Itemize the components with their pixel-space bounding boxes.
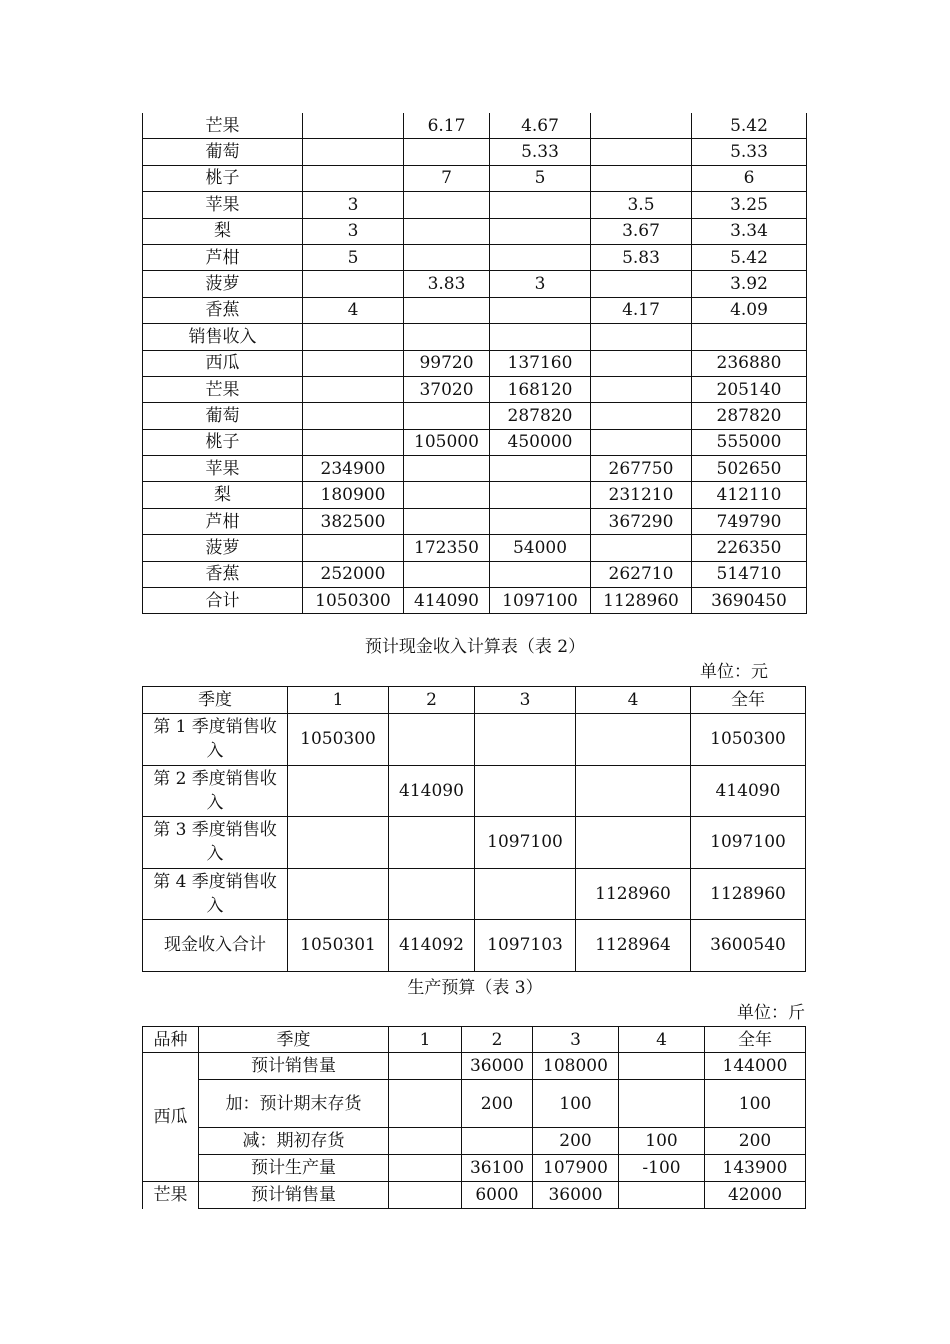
table-cell: 367290: [591, 508, 692, 534]
table-cell: 6000: [462, 1182, 533, 1209]
table-cell: 1128960: [691, 868, 806, 920]
table-cell: 1097103: [475, 920, 576, 972]
table-cell: 450000: [490, 429, 591, 455]
row-label-cell: 芒果: [143, 113, 303, 139]
sales-revenue-table-body: [143, 113, 807, 614]
row-label-cell: 预计销售量: [199, 1182, 389, 1209]
row-label-cell: 现金收入合计: [143, 920, 288, 972]
table-cell: 1128964: [576, 920, 691, 972]
table-cell: [404, 324, 490, 350]
row-label-cell: 葡萄: [143, 403, 303, 429]
table-cell: [389, 868, 475, 920]
row-label-cell: 苹果: [143, 456, 303, 482]
table-cell: [490, 482, 591, 508]
group-label-cell: 芒果: [143, 1182, 199, 1209]
table-cell: [462, 1128, 533, 1155]
table-cell: [404, 244, 490, 270]
table-cell: 1097100: [475, 817, 576, 869]
table-cell: 3.83: [404, 271, 490, 297]
table-cell: [490, 456, 591, 482]
row-label-cell: 芒果: [143, 376, 303, 402]
table-row: [143, 920, 806, 972]
table-cell: [591, 113, 692, 139]
table-cell: 205140: [692, 376, 807, 402]
table-cell: 514710: [692, 561, 807, 587]
table-cell: 3690450: [692, 588, 807, 614]
table-cell: [389, 714, 475, 766]
table-cell: 3.34: [692, 218, 807, 244]
row-label-cell: 加：预计期末存货: [199, 1080, 389, 1128]
table-cell: [692, 324, 807, 350]
table-row: [143, 297, 807, 323]
row-label-cell: 合计: [143, 588, 303, 614]
table-cell: [389, 1182, 462, 1209]
table-cell: [288, 868, 389, 920]
table-row: [143, 271, 807, 297]
table-cell: [303, 113, 404, 139]
table-cell: 1128960: [591, 588, 692, 614]
table-cell: 287820: [490, 403, 591, 429]
column-header: 2: [462, 1027, 533, 1053]
row-label-cell: 梨: [143, 218, 303, 244]
table-cell: -100: [619, 1155, 705, 1182]
production-budget-table: [142, 1026, 806, 1209]
table2-caption: 预计现金收入计算表（表 2）: [364, 637, 586, 657]
row-label-cell: 桃子: [143, 429, 303, 455]
table-row: [143, 588, 807, 614]
cash-receipts-body: [143, 714, 806, 972]
table-cell: [576, 765, 691, 817]
table-cell: [404, 139, 490, 165]
table-cell: [389, 817, 475, 869]
sales-revenue-table: [142, 113, 807, 614]
table-cell: 107900: [533, 1155, 619, 1182]
table-cell: 3: [490, 271, 591, 297]
table-row: [143, 561, 807, 587]
table-cell: [475, 868, 576, 920]
table-cell: [576, 714, 691, 766]
cash-receipts-table: [142, 686, 806, 972]
table-cell: [404, 297, 490, 323]
table-cell: 262710: [591, 561, 692, 587]
column-header: 3: [475, 687, 576, 714]
row-label-cell: 第 2 季度销售收入: [143, 765, 288, 817]
table-cell: 502650: [692, 456, 807, 482]
column-header: 1: [288, 687, 389, 714]
table-cell: 5.33: [490, 139, 591, 165]
row-label-cell: 第 1 季度销售收入: [143, 714, 288, 766]
table-cell: [591, 403, 692, 429]
table-cell: [288, 817, 389, 869]
table-cell: [591, 350, 692, 376]
table-cell: 1097100: [691, 817, 806, 869]
table-cell: [490, 297, 591, 323]
table-row: [143, 456, 807, 482]
table-cell: [303, 324, 404, 350]
column-header: 季度: [143, 687, 288, 714]
table-cell: 137160: [490, 350, 591, 376]
table-cell: 172350: [404, 535, 490, 561]
row-label-cell: 销售收入: [143, 324, 303, 350]
table-cell: 236880: [692, 350, 807, 376]
header-row: [143, 1027, 806, 1053]
table-row: [143, 765, 806, 817]
table-row: [143, 350, 807, 376]
table-cell: 3600540: [691, 920, 806, 972]
table-cell: 37020: [404, 376, 490, 402]
table-cell: 100: [533, 1080, 619, 1128]
table-cell: 287820: [692, 403, 807, 429]
table-cell: 4.09: [692, 297, 807, 323]
table-row: [143, 817, 806, 869]
table-cell: [404, 403, 490, 429]
table-row: [143, 714, 806, 766]
table-cell: [475, 714, 576, 766]
table-cell: 6.17: [404, 113, 490, 139]
table-row: [143, 535, 807, 561]
table-cell: [619, 1053, 705, 1080]
table-cell: 252000: [303, 561, 404, 587]
table-cell: 555000: [692, 429, 807, 455]
table-row: [143, 192, 807, 218]
table-cell: [404, 192, 490, 218]
table-cell: [288, 765, 389, 817]
table-cell: 414092: [389, 920, 475, 972]
row-label-cell: 预计销售量: [199, 1053, 389, 1080]
table2-unit: 单位：元: [700, 662, 768, 682]
table-cell: 36000: [462, 1053, 533, 1080]
column-header: 1: [389, 1027, 462, 1053]
table-cell: 749790: [692, 508, 807, 534]
table-cell: 144000: [705, 1053, 806, 1080]
table-row: [143, 403, 807, 429]
table-cell: [303, 376, 404, 402]
table-cell: [303, 165, 404, 191]
table-cell: 6: [692, 165, 807, 191]
column-header: 季度: [199, 1027, 389, 1053]
table-row: [143, 376, 807, 402]
table-cell: [591, 324, 692, 350]
table-cell: [576, 817, 691, 869]
row-label-cell: 芦柑: [143, 508, 303, 534]
table-cell: [303, 403, 404, 429]
row-label-cell: 菠萝: [143, 535, 303, 561]
table-cell: 5.83: [591, 244, 692, 270]
table-row: [143, 165, 807, 191]
column-header: 3: [533, 1027, 619, 1053]
row-label-cell: 减：期初存货: [199, 1128, 389, 1155]
table-cell: [404, 482, 490, 508]
row-label-cell: 桃子: [143, 165, 303, 191]
table-cell: 4.17: [591, 297, 692, 323]
table-row: [143, 244, 807, 270]
table-cell: [591, 376, 692, 402]
table-cell: [591, 139, 692, 165]
table-row: [143, 868, 806, 920]
column-header: 4: [576, 687, 691, 714]
table-cell: 1128960: [576, 868, 691, 920]
table-cell: 108000: [533, 1053, 619, 1080]
table-cell: 382500: [303, 508, 404, 534]
table-row: [143, 1080, 806, 1128]
table-row: [143, 482, 807, 508]
table-cell: [490, 508, 591, 534]
table-cell: 7: [404, 165, 490, 191]
table-row: [143, 1155, 806, 1182]
row-label-cell: 预计生产量: [199, 1155, 389, 1182]
table-cell: 200: [533, 1128, 619, 1155]
table-row: [143, 1182, 806, 1209]
table-cell: [389, 1128, 462, 1155]
table-cell: [490, 324, 591, 350]
table-cell: [389, 1155, 462, 1182]
table-row: [143, 324, 807, 350]
table-cell: 168120: [490, 376, 591, 402]
table-cell: 414090: [404, 588, 490, 614]
table-cell: [389, 1053, 462, 1080]
row-label-cell: 第 4 季度销售收入: [143, 868, 288, 920]
table-cell: 3: [303, 218, 404, 244]
table-cell: [389, 1080, 462, 1128]
table-cell: 4.67: [490, 113, 591, 139]
table-cell: 1050300: [303, 588, 404, 614]
table-cell: 99720: [404, 350, 490, 376]
table-cell: 412110: [692, 482, 807, 508]
table3-caption: 生产预算（表 3）: [407, 978, 543, 998]
table-cell: 234900: [303, 456, 404, 482]
table-cell: [303, 139, 404, 165]
table-cell: 3.67: [591, 218, 692, 244]
table-cell: [404, 218, 490, 244]
header-row: [143, 687, 806, 714]
group-label-cell: 西瓜: [143, 1053, 199, 1182]
table-row: [143, 139, 807, 165]
row-label-cell: 梨: [143, 482, 303, 508]
table-cell: 231210: [591, 482, 692, 508]
table-cell: 5.42: [692, 113, 807, 139]
table-cell: 4: [303, 297, 404, 323]
table-row: [143, 1053, 806, 1080]
table-cell: [303, 271, 404, 297]
table-cell: 5: [490, 165, 591, 191]
table-cell: [404, 456, 490, 482]
table3-unit: 单位：斤: [737, 1003, 805, 1023]
table-row: [143, 218, 807, 244]
table-cell: [619, 1182, 705, 1209]
row-label-cell: 芦柑: [143, 244, 303, 270]
column-header: 全年: [691, 687, 806, 714]
row-label-cell: 香蕉: [143, 561, 303, 587]
table-cell: [619, 1080, 705, 1128]
table-cell: 54000: [490, 535, 591, 561]
column-header: 品种: [143, 1027, 199, 1053]
table-cell: 100: [619, 1128, 705, 1155]
table-cell: [303, 429, 404, 455]
column-header: 4: [619, 1027, 705, 1053]
table-cell: 36000: [533, 1182, 619, 1209]
table-cell: 42000: [705, 1182, 806, 1209]
column-header: 全年: [705, 1027, 806, 1053]
table-cell: 414090: [691, 765, 806, 817]
table-row: [143, 1128, 806, 1155]
table-cell: [404, 508, 490, 534]
table-row: [143, 113, 807, 139]
table-cell: 5.33: [692, 139, 807, 165]
table-cell: [591, 535, 692, 561]
production-budget-header: [143, 1027, 806, 1053]
row-label-cell: 菠萝: [143, 271, 303, 297]
table-cell: [490, 192, 591, 218]
table-row: [143, 429, 807, 455]
table-cell: 3.25: [692, 192, 807, 218]
row-label-cell: 香蕉: [143, 297, 303, 323]
table-cell: 143900: [705, 1155, 806, 1182]
column-header: 2: [389, 687, 475, 714]
table-row: [143, 508, 807, 534]
table-cell: 267750: [591, 456, 692, 482]
table-cell: 1050301: [288, 920, 389, 972]
table-cell: [404, 561, 490, 587]
table-cell: 100: [705, 1080, 806, 1128]
production-budget-body: [143, 1053, 806, 1209]
row-label-cell: 苹果: [143, 192, 303, 218]
table-cell: [475, 765, 576, 817]
table-cell: 3: [303, 192, 404, 218]
table-cell: 414090: [389, 765, 475, 817]
table-cell: 1050300: [691, 714, 806, 766]
table-cell: [490, 244, 591, 270]
table-cell: 36100: [462, 1155, 533, 1182]
table-cell: 5.42: [692, 244, 807, 270]
table-cell: [591, 165, 692, 191]
table-cell: 1050300: [288, 714, 389, 766]
row-label-cell: 葡萄: [143, 139, 303, 165]
table-cell: [591, 429, 692, 455]
table-cell: 200: [705, 1128, 806, 1155]
table-cell: 226350: [692, 535, 807, 561]
table-cell: [303, 350, 404, 376]
table-cell: 3.92: [692, 271, 807, 297]
table-cell: 105000: [404, 429, 490, 455]
table-cell: 3.5: [591, 192, 692, 218]
table-cell: 5: [303, 244, 404, 270]
table-cell: [303, 535, 404, 561]
row-label-cell: 第 3 季度销售收入: [143, 817, 288, 869]
cash-receipts-header: [143, 687, 806, 714]
table-cell: [591, 271, 692, 297]
table-cell: 1097100: [490, 588, 591, 614]
table-cell: [490, 218, 591, 244]
table-cell: 200: [462, 1080, 533, 1128]
row-label-cell: 西瓜: [143, 350, 303, 376]
table-cell: [490, 561, 591, 587]
table-cell: 180900: [303, 482, 404, 508]
